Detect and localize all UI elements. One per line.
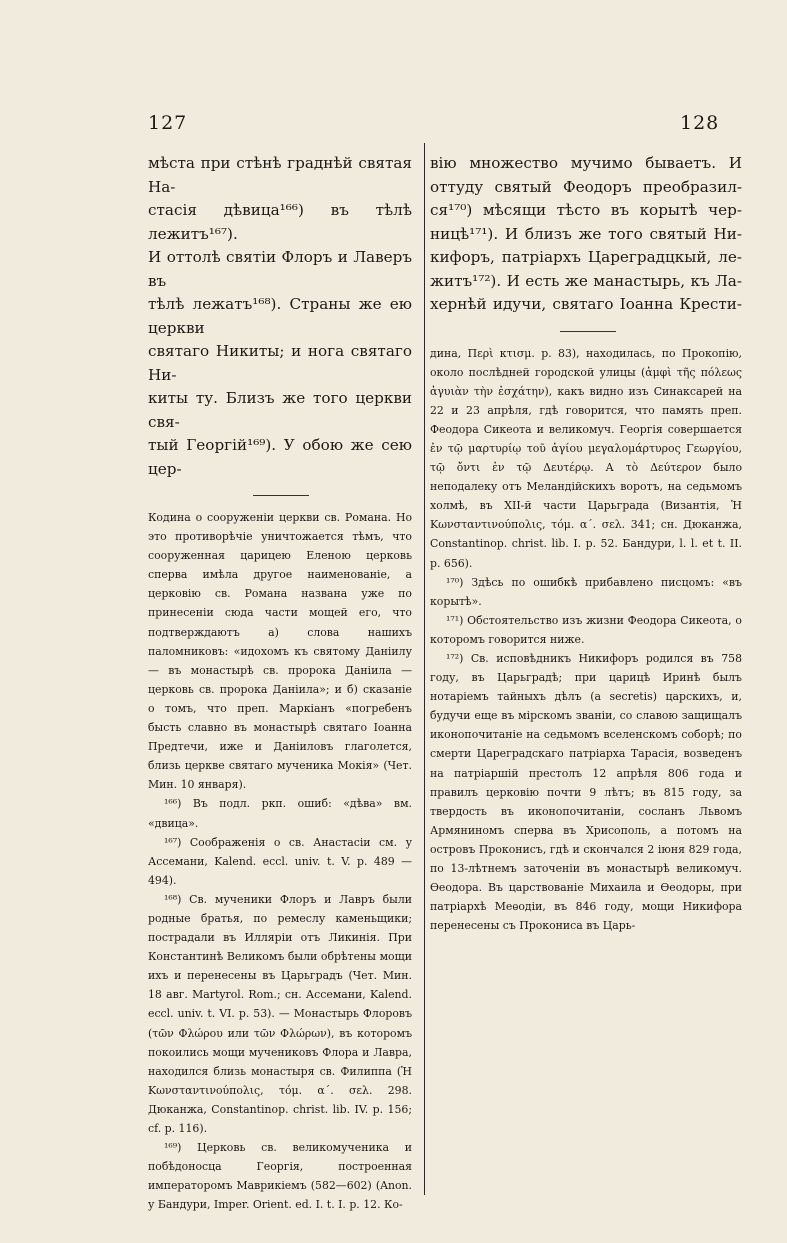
footnote-172: ¹⁷²) Св. исповѣдникъ Никифоръ родился въ 758 году, въ Царьградѣ; при царицѣ Иринѣ былъ нотаріемъ тайныхъ дѣлъ (a secretis) царскихъ, и, будучи еще въ мірскомъ званіи, со славою защищалъ иконопочитаніе на седьмомъ вселенскомъ соборѣ; по смерти Цареградскаго патріарха Тарасія, возведенъ на патріаршій престолъ 12 апрѣля 806 года и правилъ церковію почти 9 лѣтъ; въ 815 году, за твердость въ иконопочитаніи, сосланъ Львомъ Армяниномъ сперва въ Хрисополь, а потомъ на островъ Проконисъ, гдѣ и скончался 2 іюня 829 года, по 13-лѣтнемъ заточеніи въ монастырѣ великомуч. Ѳеодора. Въ царствованіе Михаила и Ѳеодоры, при патріархѣ Меѳодіи, въ 846 году, мощи Никифора перенесены съ Прокониса въ Царь- [430,652,742,933]
column-divider [424,143,425,1195]
right-column [430,152,742,935]
footnote-171: ¹⁷¹) Обстоятельство изъ жизни Феодора Сикеота, о которомъ говорится ниже. [430,613,742,646]
right-main-text [430,152,742,317]
text-line: ницѣ¹⁷¹). И близъ же того святый Ни- [430,224,742,243]
footnote-continuation: Кодина о сооруженіи церкви св. Романа. Но это противорѣчіе уничтожается тѣмъ, что сооруженная царицею Еленою церковь сперва имѣла другое наименованіе, а церковію св. Романа названа уже по принесеніи сюда части мощей его, что подтверждаютъ а) слова нашихъ паломниковъ: «идохомъ къ святому Даніилу — въ монастырѣ св. пророка Даніила — церковь св. пророка Даніила»; и б) сказаніе о томъ, что преп. Маркіанъ «погребенъ бысть славно въ монастырѣ святаго Іоанна Предтечи, иже и Даніиловъ глаголется, близь церкве святаго мученика Мокія» (Чет. Мин. 10 января). [148,511,412,792]
footnote-170: ¹⁷⁰) Здѣсь по ошибкѣ прибавлено писцомъ: «въ корытѣ». [430,575,742,608]
page-number-right: 128 [680,112,720,134]
left-main-text [148,152,412,481]
page-number-left: 127 [148,112,188,134]
footnote-continuation: дина, Περὶ κτισμ. p. 83), находилась, по Прокопію, около послѣдней городской улицы (ἀμφὶ τῆς πόλεως ἀγυιὰν τὴν ἐσχάτην), какъ видно изъ Синаксарей на 22 и 23 апрѣля, гдѣ говорится, что память преп. Феодора Сикеота и великомуч. Георгія совершается ἐν τῷ μαρτυρίῳ τοῦ ἁγίου μεγαλομάρτυρος Γεωργίου, τῷ ὄντι ἐν τῷ Δευτέρῳ. А τὸ Δεύτερον было неподалеку отъ Меландійскихъ воротъ, на седьмомъ холмѣ, въ XII-й части Царьграда (Византія, Ἡ Κωνσταντινούπολις, τόμ. α΄. σελ. 341; сн. Дюканжа, Constantinop. christ. lib. I. p. 52. Бандури, l. l. et t. II. p. 656). [430,346,742,570]
footnote-rule [253,495,309,496]
text-line: кифоръ, патріархъ Цареградцкый, ле- [430,248,742,266]
text-line: тый Георгій¹⁶⁹). У обою же сею цер- [148,436,412,478]
text-line: киты ту. Близъ же того церкви свя- [148,389,412,431]
right-footnotes [430,344,742,936]
text-line: оттуду святый Феодоръ преобразил- [430,177,742,196]
text-line: хернѣй идучи, святаго Іоанна Крести- [430,295,742,313]
text-line: вію множество мучимо бываетъ. И [430,154,742,172]
text-line: ся¹⁷⁰) мѣсящи тѣсто въ корытѣ чер- [430,201,742,219]
footnote-166: ¹⁶⁶) Въ подл. ркп. ошиб: «дѣва» вм. «двица». [148,797,412,830]
text-line: святаго Никиты; и нога святаго Ни- [148,342,412,384]
footnote-169: ¹⁶⁹) Церковь св. великомученика и побѣдоносца Георгія, построенная императоромъ Маврикіемъ (582—602) (Anon. у Бандури, Imper. Orient. ed. I. t. I. p. 12. Ко- [148,1141,412,1212]
text-line: житъ¹⁷²). И есть же манастырь, къ Ла- [430,271,742,290]
text-line: тѣлѣ лежатъ¹⁶⁸). Страны же ею церкви [148,295,412,337]
footnote-rule [560,331,616,332]
text-line: И оттолѣ святіи Флоръ и Лаверъ въ [148,248,412,290]
footnote-167: ¹⁶⁷) Соображенія о св. Анастасіи см. у Ассемани, Kalend. eccl. univ. t. V. p. 489 —494). [148,835,412,887]
footnote-168: ¹⁶⁸) Св. мученики Флоръ и Лавръ были родные братья, по ремеслу каменьщики; пострадали въ Илляріи отъ Ликинія. При Константинѣ Великомъ были обрѣтены мощи ихъ и перенесены въ Царьградъ (Чет. Мин. 18 авг. Martyrol. Rom.; сн. Ассемани, Kalend. eccl. univ. t. VI. p. 53). — Монастырь Флоровъ (τῶν Φλώρου или τῶν Φλώρων), въ которомъ покоились мощи мучениковъ Флора и Лавра, находился близь монастыря св. Филиппа (Ἡ Κωνσταντινούπολις, τόμ. α΄. σελ. 298. Дюканжа, Constantinop. christ. lib. IV. p. 156; cf. p. 116). [148,892,412,1135]
text-line: стасія дѣвица¹⁶⁶) въ тѣлѣ лежитъ¹⁶⁷). [148,201,412,243]
left-column [148,152,412,1214]
left-footnotes [148,508,412,1214]
text-line: мѣста при стѣнѣ граднѣй святая На- [148,154,412,196]
